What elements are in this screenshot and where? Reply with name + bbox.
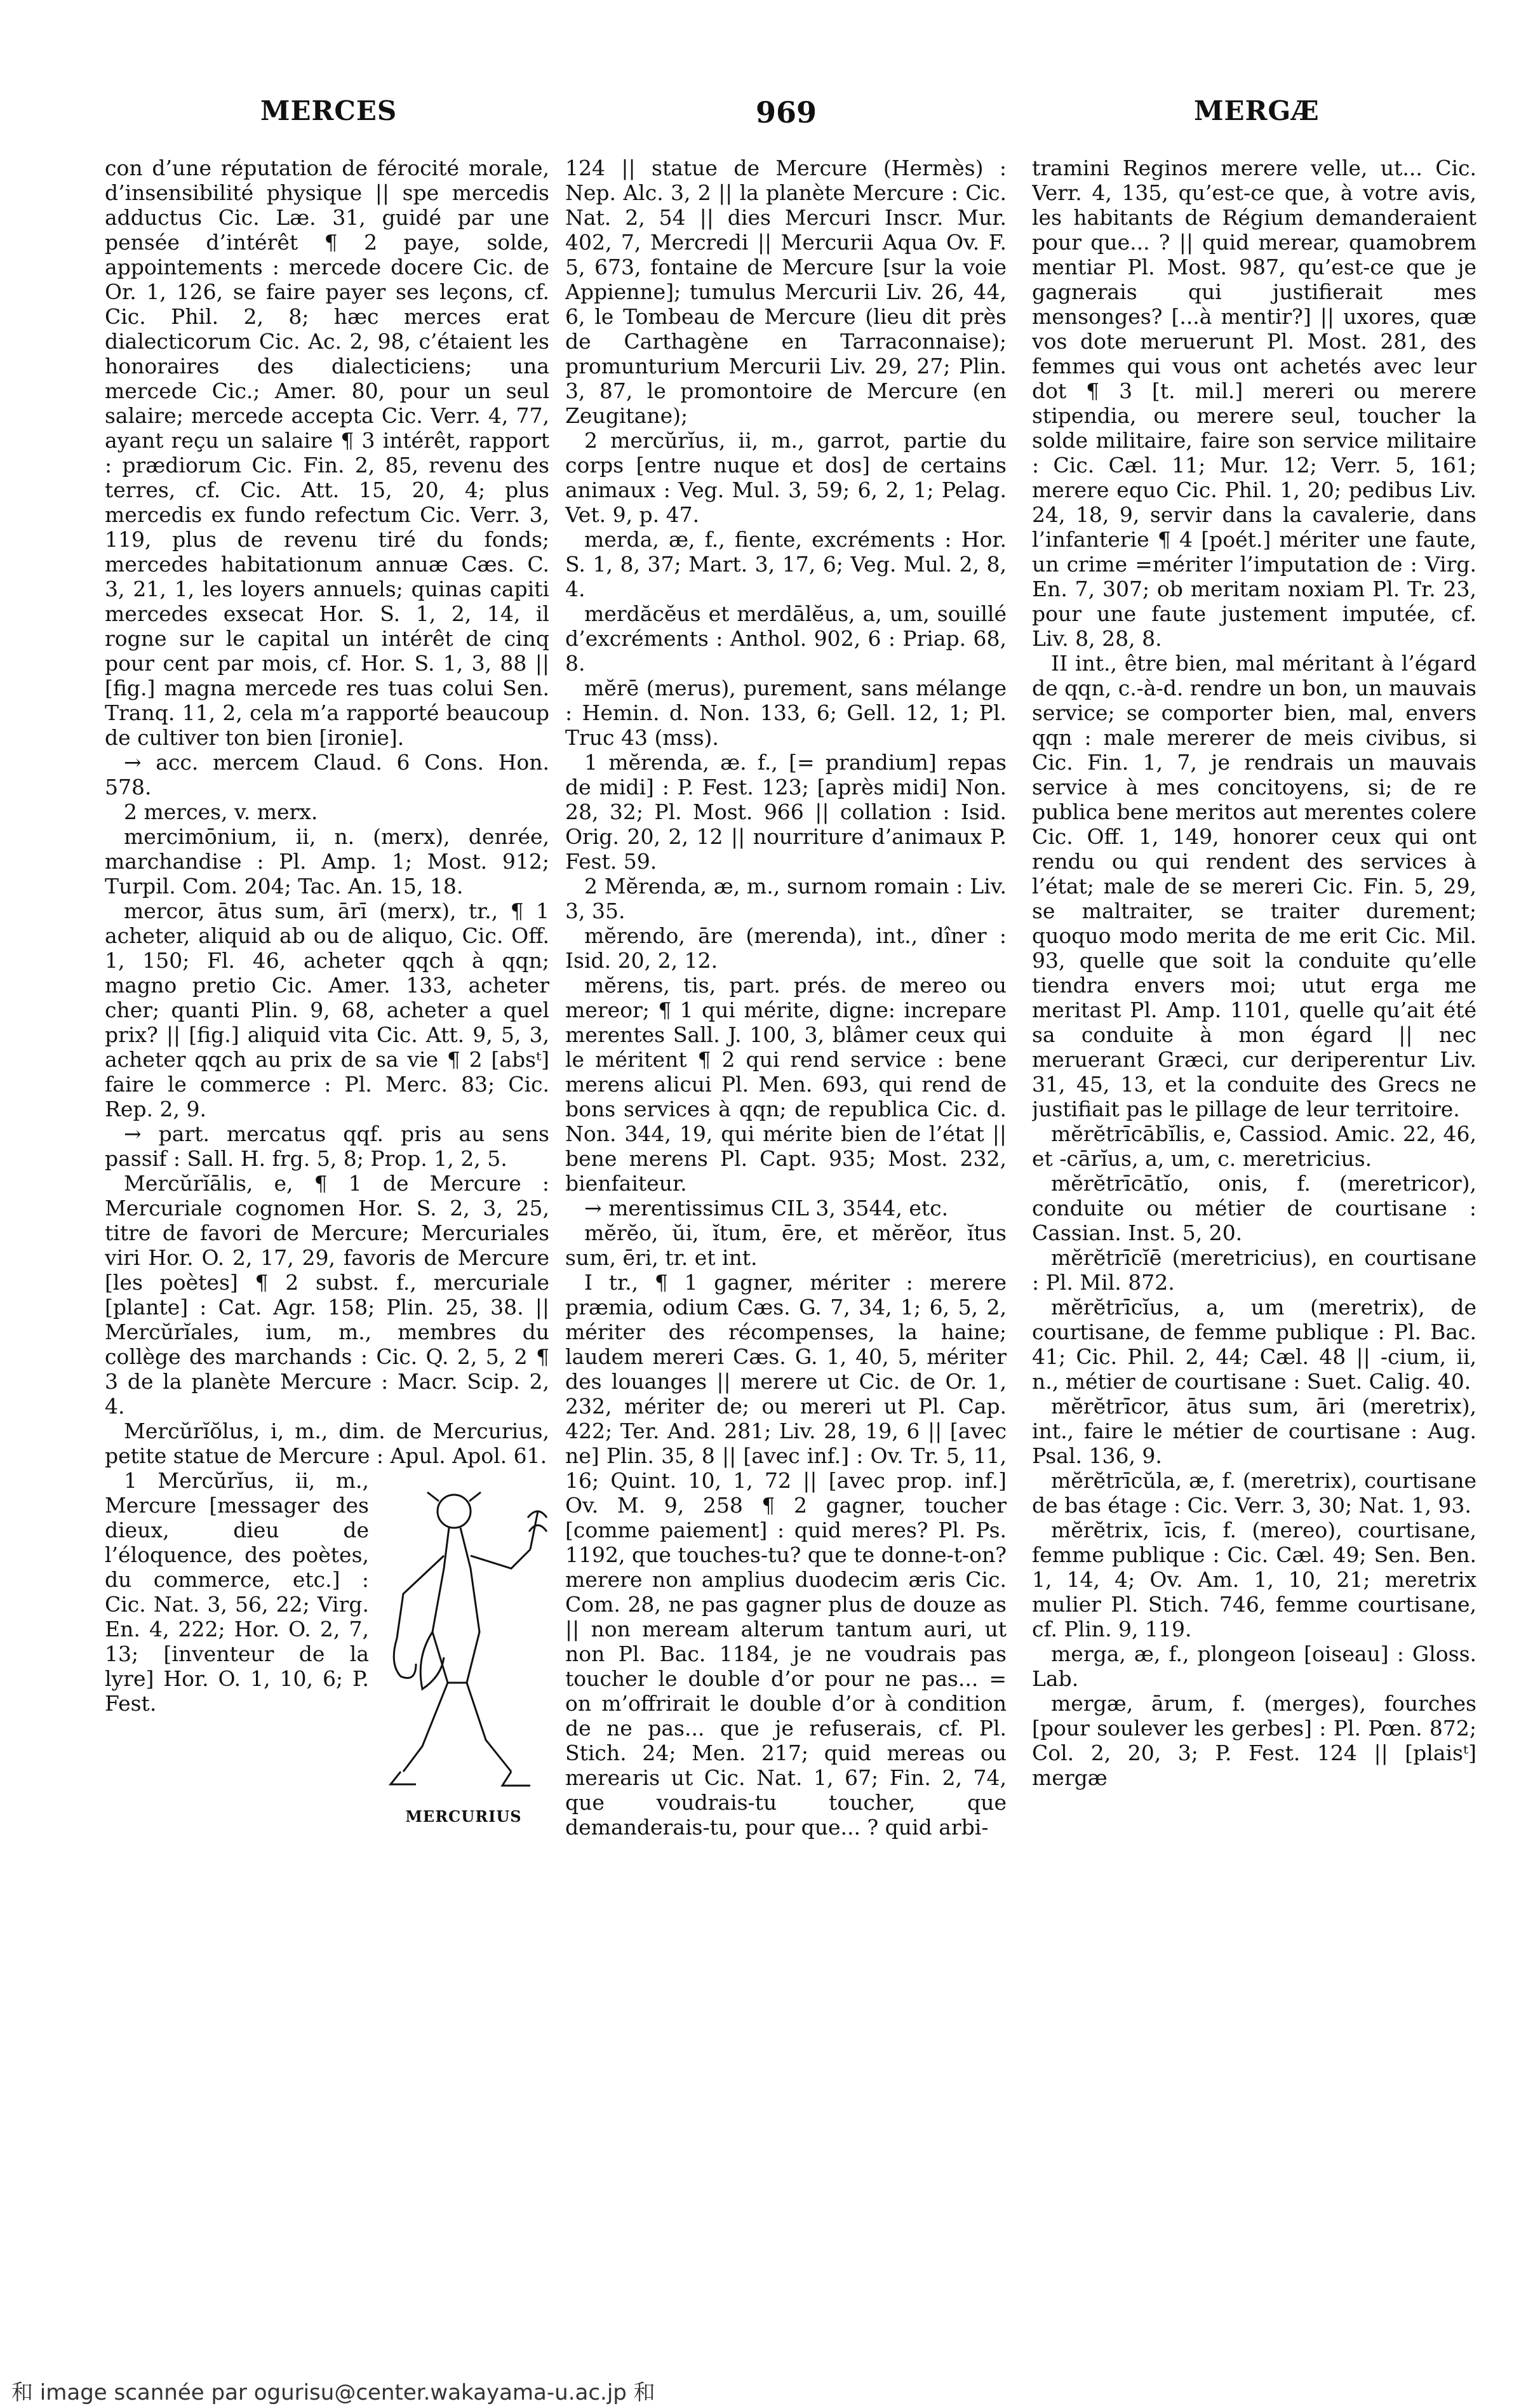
- entry-paragraph: mĕrendo, āre (merenda), int., dîner : Isid. 20, 2, 12.: [565, 923, 1007, 973]
- entry-paragraph: mĕrĕtrīcĭus, a, um (meretrix), de courtisane, de femme publique : Pl. Bac. 41; Cic. Phil. 2, 44; Cæl. 48 || -cium, ii, n., métier de courtisane : Suet. Calig. 40.: [1032, 1295, 1476, 1394]
- entry-paragraph: 1 Mercŭrĭus, ii, m., Mercure [messager des dieux, dieu de l’éloquence, des poètes, du commerce, etc.] : Cic. Nat. 3, 56, 22; Virg. En. 4, 222; Hor. O. 2, 7, 13; [inventeur de la lyre] Hor. O. 1, 10, 6; P. Fest.: [105, 1468, 369, 1716]
- entry-paragraph: 2 Mĕrenda, æ, m., surnom romain : Liv. 3, 35.: [565, 874, 1007, 923]
- mercurius-illustration: [378, 1473, 549, 1829]
- column-1: [105, 156, 549, 2340]
- mercury-figure-icon: [378, 1473, 549, 1803]
- entry-paragraph: Mercŭrĭālis, e, ¶ 1 de Mercure : Mercuriale cognomen Hor. S. 2, 3, 25, titre de favori de Mercure; Mercuriales viri Hor. O. 2, 17, 29, favoris de Mercure [les poètes] ¶ 2 subst. f., mercuriale [plante] : Cat. Agr. 158; Plin. 25, 38. || Mercŭrĭales, ium, m., membres du collège des marchands : Cic. Q. 2, 5, 2 ¶ 3 de la planète Mercure : Macr. Scip. 2, 4.: [105, 1171, 549, 1419]
- entry-paragraph: → acc. mercem Claud. 6 Cons. Hon. 578.: [105, 750, 549, 799]
- entry-paragraph: mĕrĕtrīcŭla, æ, f. (meretrix), courtisane de bas étage : Cic. Verr. 3, 30; Nat. 1, 93.: [1032, 1468, 1476, 1518]
- entry-paragraph: mĕrē (merus), purement, sans mélange : Hemin. d. Non. 133, 6; Gell. 12, 1; Pl. Truc 43 (mss).: [565, 676, 1007, 750]
- entry-paragraph: mergæ, ārum, f. (merges), fourches [pour soulever les gerbes] : Pl. Pœn. 872; Col. 2, 20, 3; P. Fest. 124 || [plaisᵗ] mergæ: [1032, 1691, 1476, 1790]
- entry-paragraph: mĕrĕtrīcātĭo, onis, f. (meretricor), conduite ou métier de courtisane : Cassian. Inst. 5, 20.: [1032, 1171, 1476, 1245]
- entry-paragraph: tramini Reginos merere velle, ut... Cic. Verr. 4, 135, qu’est-ce que, à votre avis, les habitants de Régium demanderaient pour que... ? || quid merear, quamobrem mentiar Pl. Most. 987, qu’est-ce que je gagnerais qui justifierait mes mensonges? [...à mentir?] || uxores, quæ vos dote meruerunt Pl. Most. 281, des femmes qui vous ont achetés avec leur dot ¶ 3 [t. mil.] mereri ou merere stipendia, ou merere seul, toucher la solde militaire, faire son service militaire : Cic. Cæl. 11; Mur. 12; Verr. 5, 161; merere equo Cic. Phil. 1, 20; pedibus Liv. 24, 18, 9, servir dans la cavalerie, dans l’infanterie ¶ 4 [poét.] mériter une faute, un crime =mériter l’imputation de : Virg. En. 7, 307; ob meritam noxiam Pl. Tr. 23, pour une faute justement imputée, cf. Liv. 8, 28, 8.: [1032, 156, 1476, 651]
- entry-paragraph: mĕrĕo, ŭi, ĭtum, ēre, et mĕrĕor, ĭtus sum, ēri, tr. et int.: [565, 1220, 1007, 1270]
- figure-caption: MERCURIUS: [405, 1807, 522, 1826]
- scan-credit-footer: 和 image scannée par ogurisu@center.wakayama-u.ac.jp 和: [11, 2380, 655, 2405]
- entry-paragraph: 2 mercŭrĭus, ii, m., garrot, partie du corps [entre nuque et dos] de certains animaux : Veg. Mul. 3, 59; 6, 2, 1; Pelag. Vet. 9, p. 47.: [565, 428, 1007, 527]
- entry-paragraph: → merentissimus CIL 3, 3544, etc.: [584, 1196, 949, 1220]
- entry-paragraph: → part. mercatus qqf. pris au sens passif : Sall. H. frg. 5, 8; Prop. 1, 2, 5.: [105, 1121, 549, 1171]
- entry-paragraph: merda, æ, f., fiente, excréments : Hor. S. 1, 8, 37; Mart. 3, 17, 6; Veg. Mul. 2, 8, 4.: [565, 527, 1007, 601]
- entry-paragraph: mĕrens, tis, part. prés. de mereo ou mereor; ¶ 1 qui mérite, digne: increpare merentes Sall. J. 100, 3, blâmer ceux qui le méritent ¶ 2 qui rend service : bene merens alicui Pl. Men. 693, qui rend de bons services à qqn; de republica Cic. d. Non. 344, 19, qui mérite bien de l’état || bene merens Pl. Capt. 935; Most. 232, bienfaiteur.: [565, 973, 1007, 1196]
- entry-paragraph: 2 merces, v. merx.: [124, 799, 318, 824]
- entry-paragraph: con d’une réputation de férocité morale, d’insensibilité physique || spe mercedis adductus Cic. Læ. 31, guidé par une pensée d’intérêt ¶ 2 paye, solde, appointements : mercede docere Cic. de Or. 1, 126, se faire payer ses leçons, cf. Cic. Phil. 2, 8; hæc merces erat dialecticorum Cic. Ac. 2, 98, c’étaient les honoraires des dialecticiens; una mercede Cic.; Amer. 80, pour un seul salaire; mercede accepta Cic. Verr. 4, 77, ayant reçu un salaire ¶ 3 intérêt, rapport : prædiorum Cic. Fin. 2, 85, revenu des terres, cf. Cic. Att. 15, 20, 4; plus mercedis ex fundo refectum Cic. Verr. 3, 119, plus de revenu tiré du fonds; mercedes habitationum annuæ Cæs. C. 3, 21, 1, les loyers annuels; quinas capiti mercedes exsecat Hor. S. 1, 2, 14, il rogne sur le capital un intérêt de cinq pour cent par mois, cf. Hor. S. 1, 3, 88 || [fig.] magna mercede res tuas colui Sen. Tranq. 11, 2, cela m’a rapporté beaucoup de cultiver ton bien [ironie].: [105, 156, 549, 750]
- entry-paragraph: mĕrĕtrīcābĭlis, e, Cassiod. Amic. 22, 46, et -cārĭus, a, um, c. meretricius.: [1032, 1121, 1476, 1171]
- page-header: [0, 95, 1540, 146]
- entry-paragraph: mercor, ātus sum, ārī (merx), tr., ¶ 1 acheter, aliquid ab ou de aliquo, Cic. Off. 1, 150; Fl. 46, acheter qqch à qqn; magno pretio Cic. Amer. 133, acheter cher; quanti Plin. 9, 68, acheter a quel prix? || [fig.] aliquid vita Cic. Att. 9, 5, 3, acheter qqch au prix de sa vie ¶ 2 [absᵗ] faire le commerce : Pl. Merc. 83; Cic. Rep. 2, 9.: [105, 899, 549, 1121]
- entry-paragraph: mĕrĕtrīcor, ātus sum, āri (meretrix), int., faire le métier de courtisane : Aug. Psal. 136, 9.: [1032, 1394, 1476, 1468]
- entry-paragraph: merga, æ, f., plongeon [oiseau] : Gloss. Lab.: [1032, 1641, 1476, 1691]
- entry-paragraph: merdăcĕus et merdālĕus, a, um, souillé d’excréments : Anthol. 902, 6 : Priap. 68, 8.: [565, 601, 1007, 676]
- column-2: [565, 156, 1007, 2340]
- entry-paragraph: mĕrĕtrix, īcis, f. (mereo), courtisane, femme publique : Cic. Cæl. 49; Sen. Ben. 1, 14, 4; Ov. Am. 1, 10, 21; meretrix mulier Pl. Stich. 746, femme courtisane, cf. Plin. 9, 119.: [1032, 1518, 1476, 1641]
- entry-paragraph: 124 || statue de Mercure (Hermès) : Nep. Alc. 3, 2 || la planète Mercure : Cic. Nat. 2, 54 || dies Mercuri Inscr. Mur. 402, 7, Mercredi || Mercurii Aqua Ov. F. 5, 673, fontaine de Mercure [sur la voie Appienne]; tumulus Mercurii Liv. 26, 44, 6, le Tombeau de Mercure (lieu dit près de Carthagène en Tarraconnaise); promunturium Mercurii Liv. 29, 27; Plin. 3, 87, le promontoire de Mercure (en Zeugitane);: [565, 156, 1007, 428]
- entry-paragraph: Mercŭrĭŏlus, i, m., dim. de Mercurius, petite statue de Mercure : Apul. Apol. 61.: [105, 1419, 549, 1468]
- left-guide-word: MERCES: [260, 95, 398, 126]
- entry-paragraph: mercimōnium, ii, n. (merx), denrée, marchandise : Pl. Amp. 1; Most. 912; Turpil. Com. 204; Tac. An. 15, 18.: [105, 824, 549, 899]
- entry-paragraph: II int., être bien, mal méritant à l’égard de qqn, c.-à-d. rendre un bon, un mauvais service; se comporter bien, mal, envers qqn : male mererer de meis civibus, si Cic. Fin. 1, 7, je rendrais un mauvais service à mes concitoyens, si; de re publica bene meritos aut merentes colere Cic. Off. 1, 149, honorer ceux qui ont rendu ou qui rendent des services à l’état; male de se mereri Cic. Fin. 5, 29, se maltraiter, se traiter durement; quoquo modo merita de me erit Cic. Mil. 93, quelle que soit la conduite qu’elle tiendra envers moi; utut erga me meritast Pl. Amp. 1101, quelle qu’ait été sa conduite à mon égard || nec meruerant Græci, cur deriperentur Liv. 31, 45, 13, et la conduite des Grecs ne justifiait pas le pillage de leur territoire.: [1032, 651, 1476, 1121]
- entry-paragraph: 1 mĕrenda, æ. f., [= prandium] repas de midi] : P. Fest. 123; [après midi] Non. 28, 32; Pl. Most. 966 || collation : Isid. Orig. 20, 2, 12 || nourriture d’animaux P. Fest. 59.: [565, 750, 1007, 874]
- entry-paragraph: I tr., ¶ 1 gagner, mériter : merere præmia, odium Cæs. G. 7, 34, 1; 6, 5, 2, mériter des récompenses, la haine; laudem mereri Cæs. G. 1, 40, 5, mériter des louanges || merere ut Cic. de Or. 1, 232, mériter de; ou mereri ut Pl. Cap. 422; Ter. And. 281; Liv. 28, 19, 6 || [avec ne] Plin. 35, 8 || [avec inf.] : Ov. Tr. 5, 11, 16; Quint. 10, 1, 72 || [avec prop. inf.] Ov. M. 9, 258 ¶ 2 gagner, toucher [comme paiement] : quid meres? Pl. Ps. 1192, que touches-tu? que te donne-t-on? merere non amplius duodecim æris Cic. Com. 28, ne pas gagner plus de douze as || non meream alterum tantum auri, ut non Pl. Bac. 1184, je ne voudrais pas toucher le double d’or pour ne pas... = on m’offrirait le double d’or à condition de ne pas... que je refuserais, cf. Pl. Stich. 24; Men. 217; quid mereas ou merearis ut Cic. Nat. 1, 67; Fin. 2, 74, que voudrais-tu toucher, que demanderais-tu, pour que... ? quid arbi-: [565, 1270, 1007, 1840]
- right-guide-word: MERGÆ: [1194, 95, 1320, 126]
- entry-paragraph: mĕrĕtrīcĭē (meretricius), en courtisane : Pl. Mil. 872.: [1032, 1245, 1476, 1295]
- column-3: [1032, 156, 1476, 2340]
- page-number: 969: [756, 95, 817, 130]
